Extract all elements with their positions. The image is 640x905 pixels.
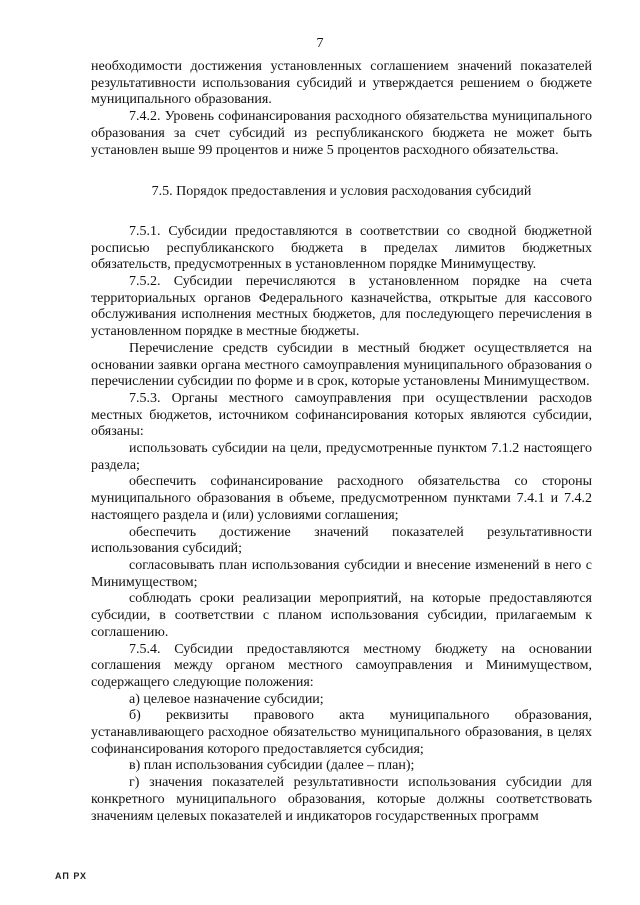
- paragraph: 7.5.2. Субсидии перечисляются в установленном порядке на счета территориальных органов Федерального казначейства, открытые для кассового обслуживания исполнения местных бюджетов, для последующего перечисления в установленном порядке в местные бюджеты.: [91, 274, 592, 340]
- paragraph: Перечисление средств субсидии в местный бюджет осуществляется на основании заявки органа местного самоуправления муниципального образования о перечислении субсидии по форме и в срок, которые установлены Минимуществом.: [91, 340, 592, 390]
- list-item: обеспечить достижение значений показателей результативности использования субсидий;: [91, 524, 592, 557]
- list-item: а) целевое назначение субсидии;: [129, 691, 324, 707]
- paragraph: 7.4.2. Уровень софинансирования расходного обязательства муниципального образования за счет субсидий из республиканского бюджета не может быть установлен выше 99 процентов и ниже 5 процентов расходного обязательства.: [91, 109, 592, 158]
- paragraph: 7.5.4. Субсидии предоставляются местному бюджету на основании соглашения между органом местного самоуправления и Минимуществом, содержащего следующие положения:: [91, 641, 592, 690]
- list-item: б) реквизиты правового акта муниципального образования, устанавливающего расходное обязательство муниципального образования, в целях софинансирования которого предоставляется субсидия;: [91, 708, 592, 757]
- list-item: в) план использования субсидии (далее – план);: [129, 758, 415, 774]
- footer-mark: АП РХ: [55, 871, 88, 881]
- list-item: использовать субсидии на цели, предусмотренные пунктом 7.1.2 настоящего раздела;: [91, 441, 592, 473]
- paragraph: 7.5.1. Субсидии предоставляются в соответствии со сводной бюджетной росписью республиканского бюджета в пределах лимитов бюджетных обязательств, предусмотренных в установленном порядке Минимуществу.: [91, 223, 592, 273]
- list-item: соблюдать сроки реализации мероприятий, на которые предоставляются субсидии, в соответствии с планом использования субсидии, прилагаемым к соглашению.: [91, 591, 592, 640]
- section-heading: 7.5. Порядок предоставления и условия расходования субсидий: [151, 184, 532, 200]
- list-item: согласовывать план использования субсидии и внесение изменений в него с Минимуществом;: [91, 557, 592, 590]
- document-body: [91, 59, 592, 825]
- page-number: 7: [316, 36, 324, 51]
- list-item: обеспечить софинансирование расходного обязательства со стороны муниципального образования в объеме, предусмотренном пунктами 7.4.1 и 7.4.2 настоящего раздела и (или) условиями соглашения;: [91, 474, 592, 523]
- paragraph: необходимости достижения установленных соглашением значений показателей результативности использования субсидий и утверждается решением о бюджете муниципального образования.: [91, 59, 592, 108]
- paragraph: 7.5.3. Органы местного самоуправления при осуществлении расходов местных бюджетов, источником софинансирования которых являются субсидии, обязаны:: [91, 390, 592, 440]
- list-item: г) значения показателей результативности использования субсидии для конкретного муниципального образования, которые должны соответствовать значениям целевых показателей и индикаторов государственных программ: [91, 775, 592, 824]
